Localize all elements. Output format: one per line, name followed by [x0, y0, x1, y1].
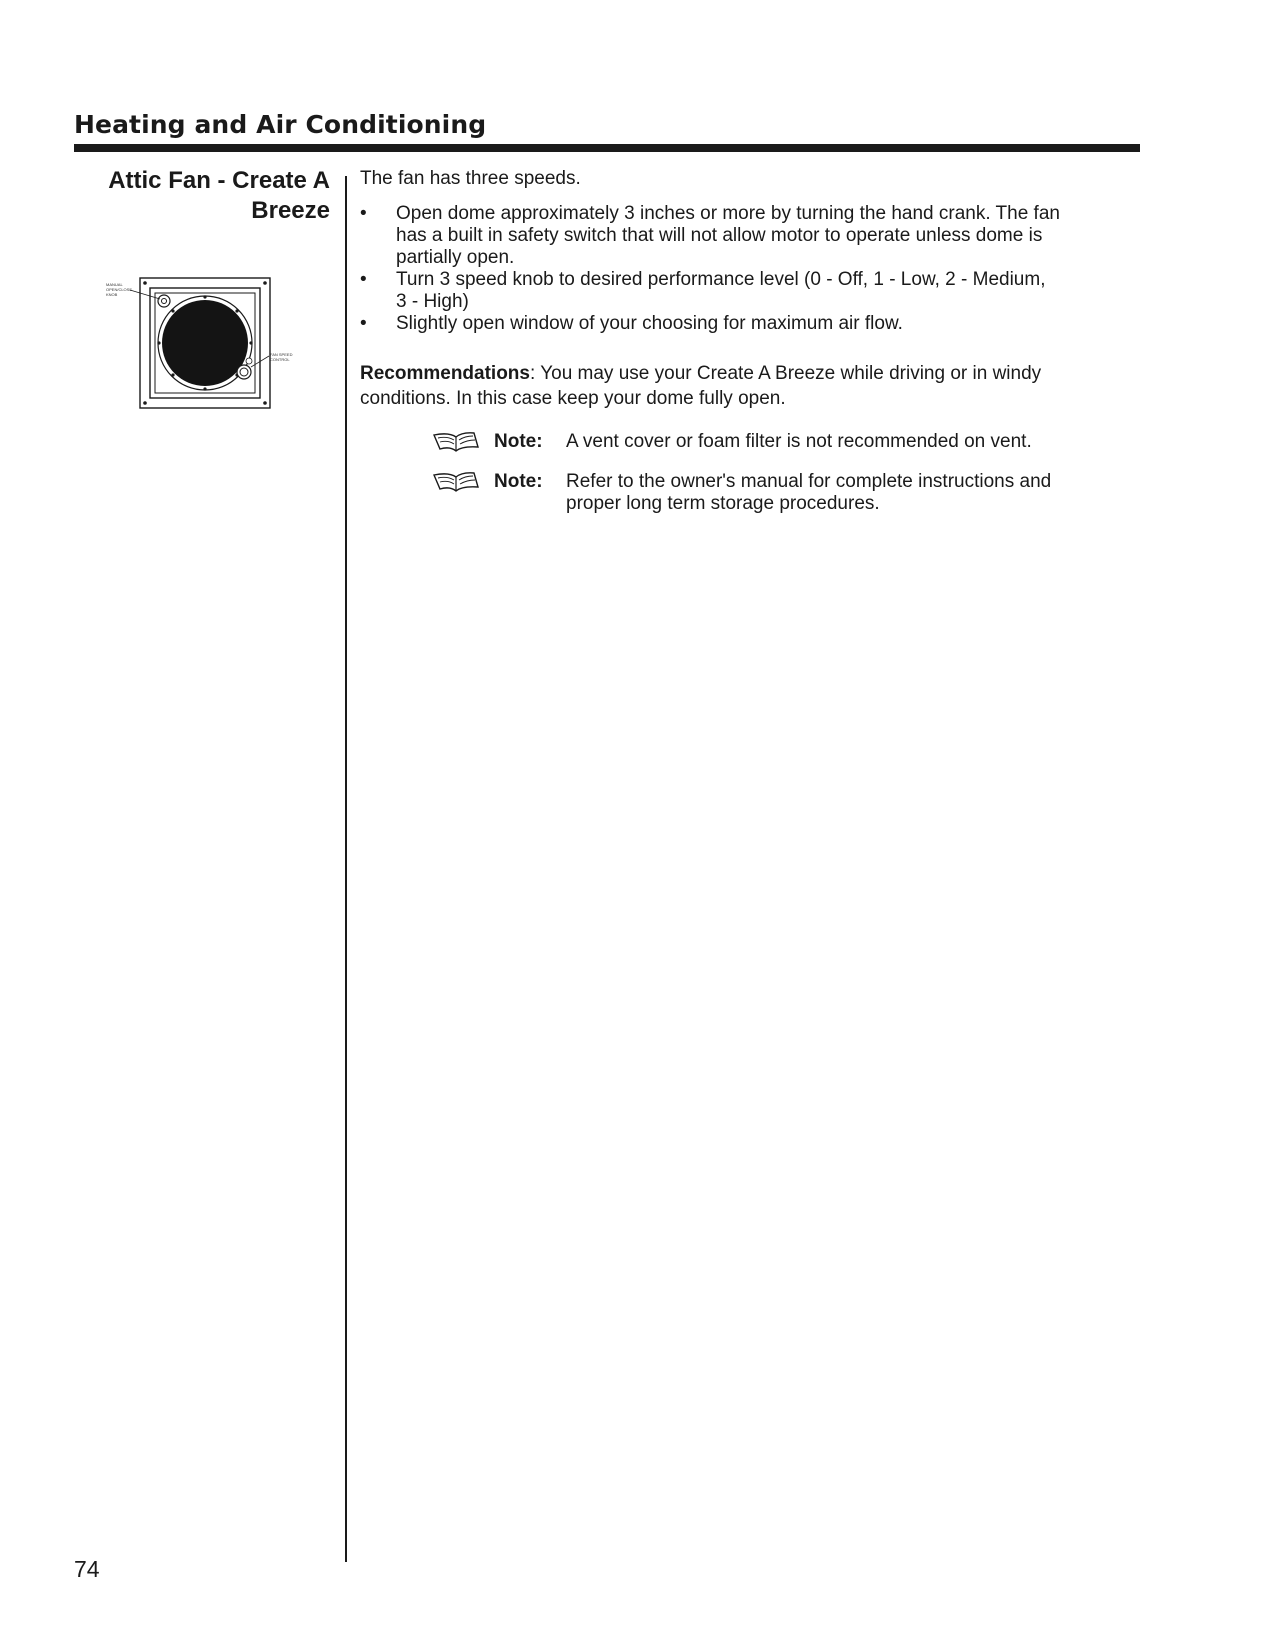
note	[432, 471, 1140, 515]
list-item	[360, 203, 1140, 269]
intro-text: The fan has three speeds.	[360, 168, 581, 189]
title-rule	[74, 144, 1140, 152]
note-label: Note:	[494, 471, 543, 492]
recommendations-line2: conditions. In this case keep your dome fully open.	[360, 388, 786, 409]
topic-heading-line2: Breeze	[251, 197, 330, 224]
open-book-icon	[432, 469, 480, 495]
instruction-list	[360, 203, 1140, 335]
list-item-line: 3 - High)	[396, 291, 469, 312]
recommendations-label: Recommendations	[360, 363, 530, 384]
note-text: A vent cover or foam filter is not recommended on vent.	[566, 431, 1032, 452]
bullet: •	[360, 269, 367, 290]
topic-heading-line1: Attic Fan - Create A	[108, 167, 330, 194]
section-title: Heating and Air Conditioning	[74, 110, 487, 139]
column-divider	[345, 176, 347, 1562]
bullet: •	[360, 313, 367, 334]
attic-fan-diagram	[100, 274, 330, 420]
bullet: •	[360, 203, 367, 224]
list-item-line: partially open.	[396, 247, 515, 268]
list-item-line: Turn 3 speed knob to desired performance level (0 - Off, 1 - Low, 2 - Medium,	[396, 269, 1046, 290]
callout-manual-2: OPEN/CLOSE	[106, 287, 133, 292]
list-item-line: has a built in safety switch that will not allow motor to operate unless dome is	[396, 225, 1043, 246]
list-item-line: Slightly open window of your choosing for maximum air flow.	[396, 313, 903, 334]
note-text-line1: Refer to the owner's manual for complete instructions and	[566, 471, 1052, 492]
list-item	[360, 269, 1140, 313]
note-text-line2: proper long term storage procedures.	[566, 493, 880, 514]
note	[432, 431, 1140, 453]
callout-fan-1: FAN SPEED	[270, 352, 293, 357]
note-label: Note:	[494, 431, 543, 452]
page-number: 74	[74, 1556, 100, 1582]
recommendations-line1: : You may use your Create A Breeze while driving or in windy	[529, 363, 1042, 384]
callout-manual-1: MANUAL	[106, 282, 123, 287]
open-book-icon	[432, 429, 480, 455]
topic-heading	[74, 166, 330, 226]
list-item	[360, 313, 1140, 335]
list-item-line: Open dome approximately 3 inches or more by turning the hand crank. The fan	[396, 203, 1060, 224]
main-content	[360, 168, 1140, 515]
callout-manual-3: KNOB	[106, 292, 118, 297]
callout-fan-2: CONTROL	[270, 357, 290, 362]
recommendations	[360, 361, 1140, 411]
